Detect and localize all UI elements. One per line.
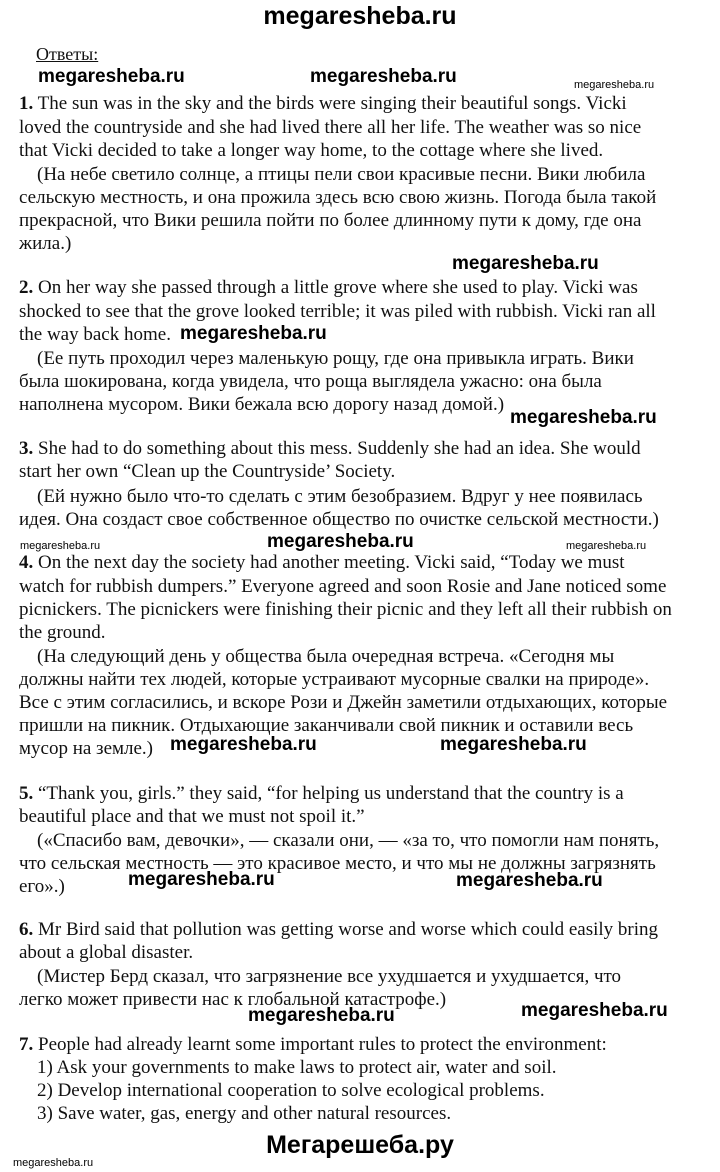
en-line: “Thank you, girls.” they said, “for helping us understand that the country is a xyxy=(38,783,624,804)
section-7-line-1 xyxy=(19,1034,607,1056)
section-3-line-1 xyxy=(19,438,641,460)
section-1-line-1 xyxy=(19,93,627,115)
watermark: megaresheba.ru xyxy=(180,323,327,344)
section-5-line-1 xyxy=(19,783,624,805)
watermark: megaresheba.ru xyxy=(248,1005,395,1026)
section-7-rule-1: 1) Ask your governments to make laws to protect air, water and soil. xyxy=(37,1057,557,1078)
section-1-ru-3: прекрасной, что Вики решила пойти по более длинному пути к дому, где она xyxy=(19,210,642,231)
section-4-ru-4: пришли на пикник. Отдыхающие заканчивали свой пикник и оставили весь xyxy=(19,715,634,736)
section-1-ru-2: сельскую местность, и она прожила здесь всю свою жизнь. Погода была такой xyxy=(19,187,657,208)
section-4-line-1 xyxy=(19,552,625,574)
section-number: 6. xyxy=(19,919,34,940)
section-1-line-2: loved the countryside and she had lived there all her life. The weather was so nice xyxy=(19,117,642,138)
section-1-line-3: that Vicki decided to take a longer way home, to the cottage where she lived. xyxy=(19,140,604,161)
section-number: 1. xyxy=(19,93,34,114)
section-6-line-1 xyxy=(19,919,658,941)
watermark: megaresheba.ru xyxy=(440,734,587,755)
section-1-ru-4: жила.) xyxy=(19,233,72,254)
section-7-rule-2: 2) Develop international cooperation to solve ecological problems. xyxy=(37,1080,545,1101)
section-3-ru-1: (Ей нужно было что-то сделать с этим безобразием. Вдруг у нее появилась xyxy=(37,486,643,507)
section-6-ru-2: легко может привести нас к глобальной катастрофе.) xyxy=(19,989,447,1010)
section-4-ru-3: Все с этим согласились, и вскоре Рози и Джейн заметили отдыхающих, которые xyxy=(19,692,668,713)
section-4-ru-5: мусор на земле.) xyxy=(19,738,154,759)
section-4-line-4: the ground. xyxy=(19,622,106,643)
section-3-ru-2: идея. Она создаст свое собственное общество по очистке сельской местности.) xyxy=(19,509,659,530)
footer-title: Мегарешеба.ру xyxy=(266,1131,454,1159)
section-4-line-2: watch for rubbish dumpers.” Everyone agreed and soon Rosie and Jane noticed some xyxy=(19,576,667,597)
watermark: megaresheba.ru xyxy=(574,79,655,91)
en-line: The sun was in the sky and the birds were singing their beautiful songs. Vicki xyxy=(37,93,627,114)
section-5-ru-3: его».) xyxy=(19,876,65,897)
watermark: megaresheba.ru xyxy=(521,1000,668,1021)
watermark: megaresheba.ru xyxy=(452,253,599,274)
section-number: 5. xyxy=(19,783,34,804)
section-6-ru-1: (Мистер Берд сказал, что загрязнение все ухудшается и ухудшается, что xyxy=(37,966,622,987)
watermark: megaresheba.ru xyxy=(510,407,657,428)
en-line: People had already learnt some important rules to protect the environment: xyxy=(38,1034,607,1055)
section-3-line-2: start her own “Clean up the Countryside’ Society. xyxy=(19,461,396,482)
section-5-line-2: beautiful place and that we must not spoil it.” xyxy=(19,806,365,827)
section-5-ru-1: («Спасибо вам, девочки», — сказали они, — «за то, что помогли нам понять, xyxy=(37,830,660,851)
section-2-line-1 xyxy=(19,277,638,299)
section-4-ru-1: (На следующий день у общества была очередная встреча. «Сегодня мы xyxy=(37,646,615,667)
section-number: 2. xyxy=(19,277,34,298)
watermark: megaresheba.ru xyxy=(310,66,457,87)
section-6-line-2: about a global disaster. xyxy=(19,942,194,963)
site-title: megaresheba.ru xyxy=(263,2,457,30)
section-2-line-2: shocked to see that the grove looked terrible; it was piled with rubbish. Vicki ran all xyxy=(19,301,656,322)
section-number: 3. xyxy=(19,438,34,459)
section-number: 4. xyxy=(19,552,34,573)
watermark: megaresheba.ru xyxy=(170,734,317,755)
watermark: megaresheba.ru xyxy=(456,870,603,891)
section-2-ru-2: была шокирована, когда увидела, что роща выглядела ужасно: она была xyxy=(19,371,602,392)
section-2-line-3: the way back home. xyxy=(19,324,171,345)
section-5-ru-2: что сельская местность — это красивое место, и что мы не должны загрязнять xyxy=(19,853,656,874)
en-line: Mr Bird said that pollution was getting worse and worse which could easily bring xyxy=(38,919,659,940)
watermark: megaresheba.ru xyxy=(13,1157,94,1169)
en-line: On her way she passed through a little grove where she used to play. Vicki was xyxy=(38,277,638,298)
watermark: megaresheba.ru xyxy=(128,869,275,890)
section-2-ru-3: наполнена мусором. Вики бежала всю дорогу назад домой.) xyxy=(19,394,505,415)
watermark: megaresheba.ru xyxy=(566,540,647,552)
section-1-ru-1: (На небе светило солнце, а птицы пели свои красивые песни. Вики любила xyxy=(37,164,646,185)
watermark: megaresheba.ru xyxy=(267,531,414,552)
watermark: megaresheba.ru xyxy=(38,66,185,87)
section-4-line-3: picnickers. The picnickers were finishing their picnic and they left all their rubbish on xyxy=(19,599,672,620)
en-line: She had to do something about this mess. Suddenly she had an idea. She would xyxy=(38,438,641,459)
section-7-rule-3: 3) Save water, gas, energy and other natural resources. xyxy=(37,1103,452,1124)
answers-label: Ответы: xyxy=(36,44,99,64)
section-2-ru-1: (Ее путь проходил через маленькую рощу, где она привыкла играть. Вики xyxy=(37,348,634,369)
section-4-ru-2: должны найти тех людей, которые устраивают мусорные свалки на природе». xyxy=(19,669,650,690)
watermark: megaresheba.ru xyxy=(20,540,101,552)
en-line: On the next day the society had another meeting. Vicki said, “Today we must xyxy=(38,552,625,573)
section-number: 7. xyxy=(19,1034,34,1055)
